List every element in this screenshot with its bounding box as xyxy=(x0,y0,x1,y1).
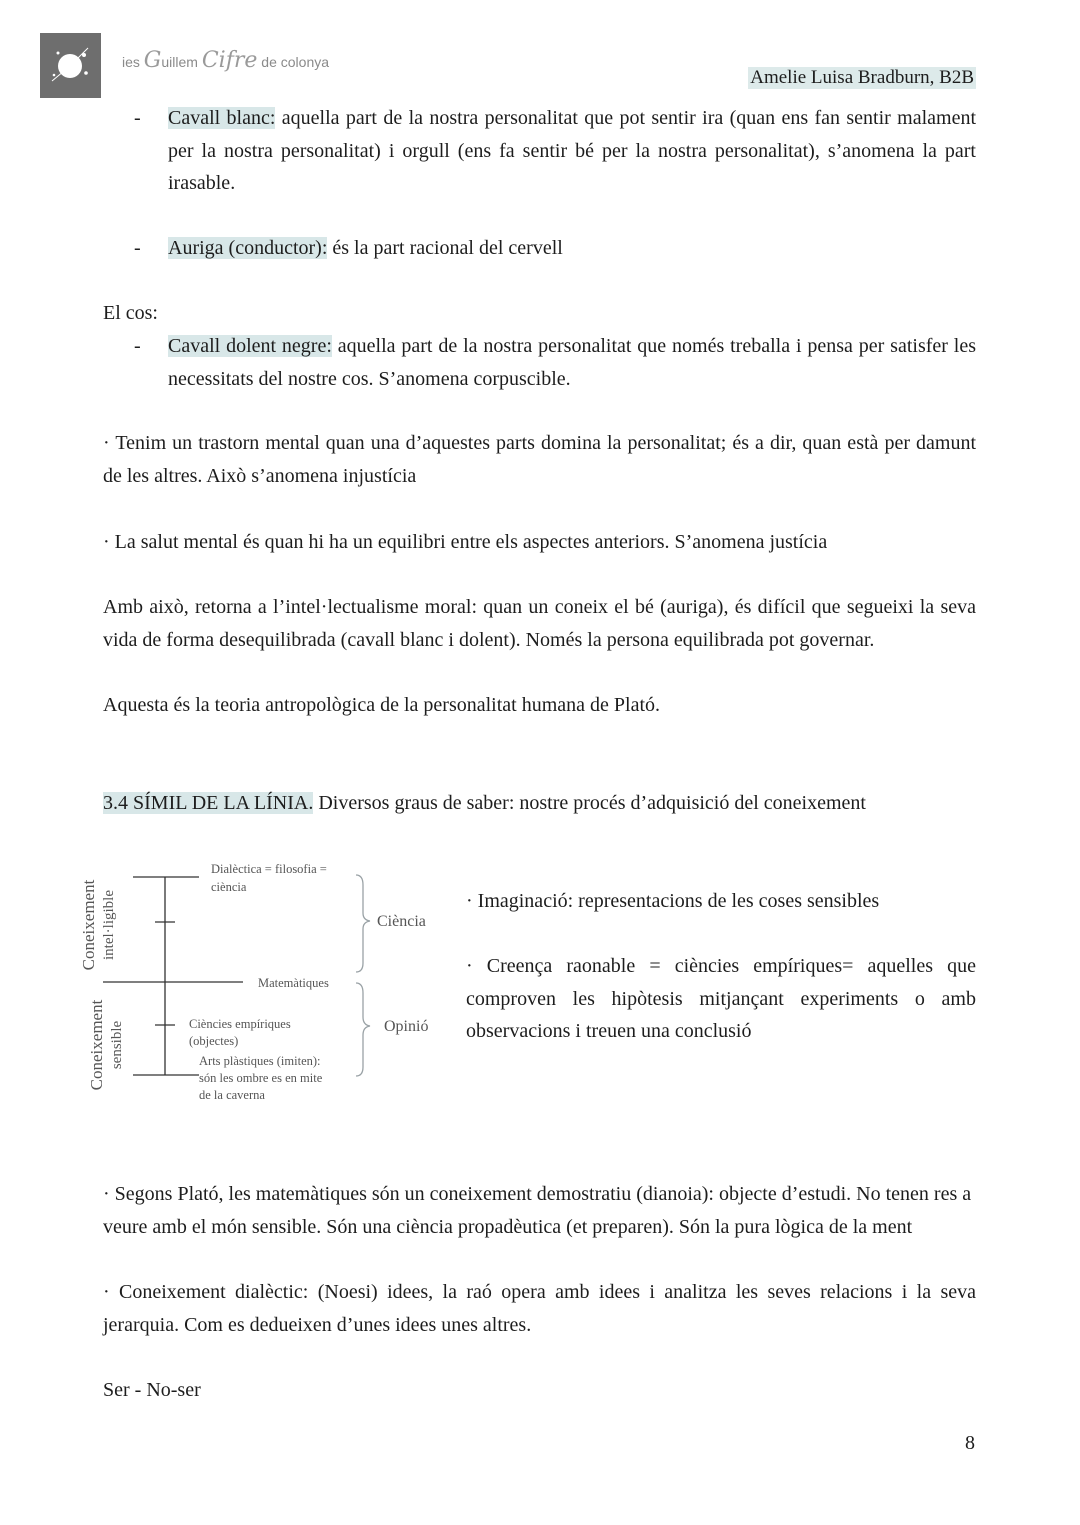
bullet-dash: - xyxy=(134,335,141,357)
cavall-negre-text: aquella part de la nostra personalitat que només treballa i pensa per satisfer les necessitats del nostre cos. S’anomena corpuscible. xyxy=(168,335,977,390)
axis-label-sensible-1: Coneixement xyxy=(87,999,106,1091)
logo-splash-icon xyxy=(40,33,101,98)
cavall-negre-item xyxy=(168,330,976,395)
cos-heading: El cos: xyxy=(103,302,158,324)
label-ciencies-1: Ciències empíriques xyxy=(189,1017,291,1031)
brace-opinio xyxy=(356,983,370,1076)
axis-label-intelligible-1: Coneixement xyxy=(79,879,98,971)
label-ciencies-2: (objectes) xyxy=(189,1034,239,1048)
paragraph-matematiques: · Segons Plató, les matemàtiques són un coneixement demostratiu (dianoia): objecte d’estudi. No tenen res a veure amb el món sensible. Són una ciència propadèutica (et preparen). Són la pura lògica de la ment xyxy=(103,1183,972,1238)
paragraph-ser-noser: Ser - No-ser xyxy=(103,1379,201,1401)
school-name-script: Cifre xyxy=(201,48,258,73)
label-ciencia: Ciència xyxy=(377,913,426,930)
label-arts-2: són les ombre es en mite xyxy=(199,1071,323,1085)
cavall-blanc-text: aquella part de la nostra personalitat que pot sentir ira (quan ens fan sentir malament per la nostra personalitat) i orgull (ens fa sentir bé per la nostra personalitat), s’anomena la part irasable. xyxy=(168,107,977,194)
school-prefix: ies xyxy=(122,54,140,70)
auriga-item xyxy=(168,232,976,265)
label-dialectica-1: Dialèctica = filosofia = xyxy=(211,862,327,876)
school-logo xyxy=(40,33,101,98)
label-opinio: Opinió xyxy=(384,1018,429,1035)
label-arts-3: de la caverna xyxy=(199,1088,265,1102)
auriga-text: és la part racional del cervell xyxy=(332,237,563,259)
school-name xyxy=(122,48,329,73)
bullet-dash: - xyxy=(134,237,141,259)
section-title: 3.4 SÍMIL DE LA LÍNIA. xyxy=(103,792,314,814)
paragraph-salut: · La salut mental és quan hi ha un equilibri entre els aspectes anteriors. S’anomena justícia xyxy=(103,531,828,553)
paragraph-imaginacio: · Imaginació: representacions de les coses sensibles xyxy=(466,890,880,912)
paragraph-teoria: Aquesta és la teoria antropològica de la personalitat humana de Plató. xyxy=(103,694,661,716)
author-name: Amelie Luisa Bradburn, B2B xyxy=(750,67,974,88)
label-matematiques: Matemàtiques xyxy=(258,976,329,990)
line-simile-diagram xyxy=(75,855,445,1115)
paragraph-dialectic: · Coneixement dialèctic: (Noesi) idees, la raó opera amb idees i analitza les seves relacions i la seva jerarquia. Com es dedueixen d’unes idees unes altres. xyxy=(103,1281,976,1336)
paragraph-creenca: · Creença raonable = ciències empíriques= aquelles que comproven les hipòtesis mitjançant experiments o amb observacions i treuen una conclusió xyxy=(466,955,976,1042)
cavall-blanc-term: Cavall blanc: xyxy=(168,107,276,129)
auriga-term: Auriga (conductor): xyxy=(168,237,328,259)
school-name-initial: G xyxy=(143,48,162,73)
cavall-blanc-item xyxy=(168,102,976,200)
page-number: 8 xyxy=(965,1432,975,1454)
cavall-negre-term: Cavall dolent negre: xyxy=(168,335,332,357)
label-dialectica-2: ciència xyxy=(211,880,247,894)
label-arts-1: Arts plàstiques (imiten): xyxy=(199,1054,321,1068)
school-name-rest: uillem xyxy=(161,54,198,70)
bullet-dash: - xyxy=(134,107,141,129)
axis-label-intelligible-2: intel·ligible xyxy=(101,890,117,960)
paragraph-trastorn: · Tenim un trastorn mental quan una d’aquestes parts domina la personalitat; és a dir, quan està per damunt de les altres. Això s’anomena injustícia xyxy=(103,432,976,487)
school-suffix: de colonya xyxy=(261,54,330,70)
paragraph-intellectualisme: Amb això, retorna a l’intel·lectualisme moral: quan un coneix el bé (auriga), és difícil que segueixi la seva vida de forma desequilibrada (cavall blanc i dolent). Només la persona equilibrada pot governar. xyxy=(103,596,976,651)
brace-ciencia xyxy=(356,875,370,972)
axis-label-sensible-2: sensible xyxy=(109,1020,125,1070)
section-heading xyxy=(103,787,976,820)
section-subtitle: Diversos graus de saber: nostre procés d’adquisició del coneixement xyxy=(318,792,866,814)
